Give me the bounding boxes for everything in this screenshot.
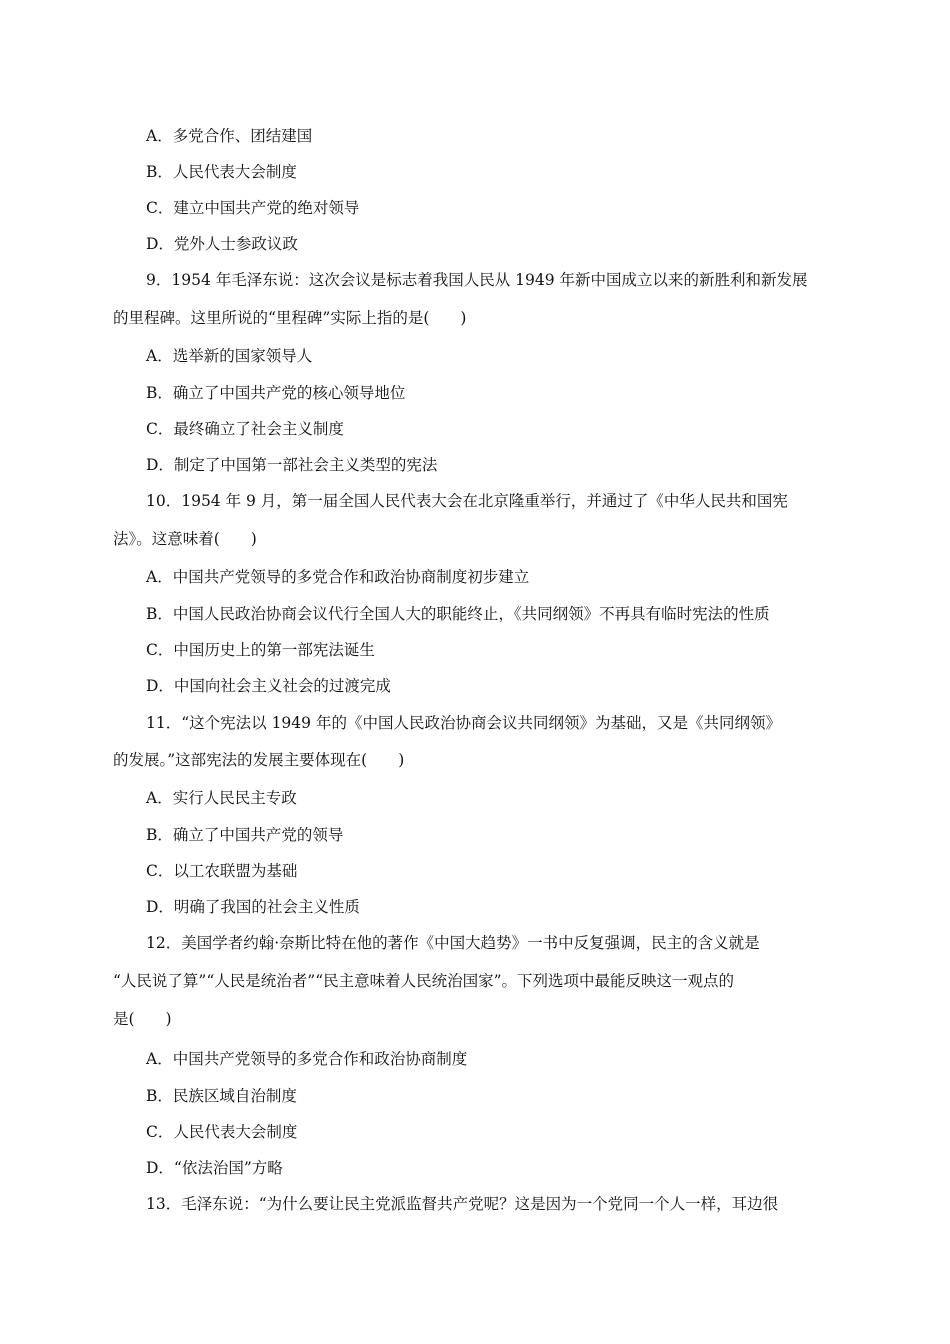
option-line: B．确立了中国共产党的领导 (146, 826, 344, 844)
question-12-stem-cont: “人民说了算”“人民是统治者”“民主意味着人民统治国家”。下列选项中最能反映这一观点的 (113, 972, 735, 990)
question-12-stem-cont: 是( ) (113, 1010, 172, 1028)
option-line: D．制定了中国第一部社会主义类型的宪法 (146, 456, 438, 474)
option-line: C．中国历史上的第一部宪法诞生 (146, 641, 375, 659)
option-line: B．民族区域自治制度 (146, 1087, 297, 1105)
question-13-stem: 13．毛泽东说：“为什么要让民主党派监督共产党呢？这是因为一个党同一个人一样，耳边很 (146, 1195, 779, 1213)
option-line: C．以工农联盟为基础 (146, 862, 298, 880)
question-10-stem-cont: 法》。这意味着( ) (113, 530, 257, 548)
option-line: A．选举新的国家领导人 (146, 347, 313, 365)
option-line: C．人民代表大会制度 (146, 1123, 298, 1141)
option-line: A．中国共产党领导的多党合作和政治协商制度初步建立 (146, 568, 530, 586)
option-line: A．中国共产党领导的多党合作和政治协商制度 (146, 1050, 468, 1068)
question-11-stem-cont: 的发展。”这部宪法的发展主要体现在( ) (113, 751, 405, 769)
option-line: D．中国向社会主义社会的过渡完成 (146, 677, 391, 695)
option-line: C．建立中国共产党的绝对领导 (146, 199, 360, 217)
option-line: C．最终确立了社会主义制度 (146, 420, 344, 438)
option-line: D．明确了我国的社会主义性质 (146, 898, 360, 916)
option-line: D．党外人士参政议政 (146, 235, 298, 253)
question-12-stem: 12．美国学者约翰·奈斯比特在他的著作《中国大趋势》一书中反复强调，民主的含义就是 (146, 934, 760, 952)
option-line: B．确立了中国共产党的核心领导地位 (146, 384, 406, 402)
option-line: D．“依法治国”方略 (146, 1159, 283, 1177)
question-11-stem: 11．“这个宪法以 1949 年的《中国人民政治协商会议共同纲领》为基础，又是《共同纲领》 (146, 714, 781, 732)
question-9-stem-cont: 的里程碑。这里所说的“里程碑”实际上指的是( ) (113, 309, 467, 327)
question-9-stem: 9．1954 年毛泽东说：这次会议是标志着我国人民从 1949 年新中国成立以来的新胜利和新发展 (146, 271, 808, 289)
option-line: A．多党合作、团结建国 (146, 127, 313, 145)
option-line: B．人民代表大会制度 (146, 163, 297, 181)
option-line: A．实行人民民主专政 (146, 789, 297, 807)
option-line: B．中国人民政治协商会议代行全国人大的职能终止，《共同纲领》不再具有临时宪法的性质 (146, 605, 770, 623)
question-10-stem: 10．1954 年 9 月，第一届全国人民代表大会在北京隆重举行，并通过了《中华人民共和国宪 (146, 492, 788, 510)
